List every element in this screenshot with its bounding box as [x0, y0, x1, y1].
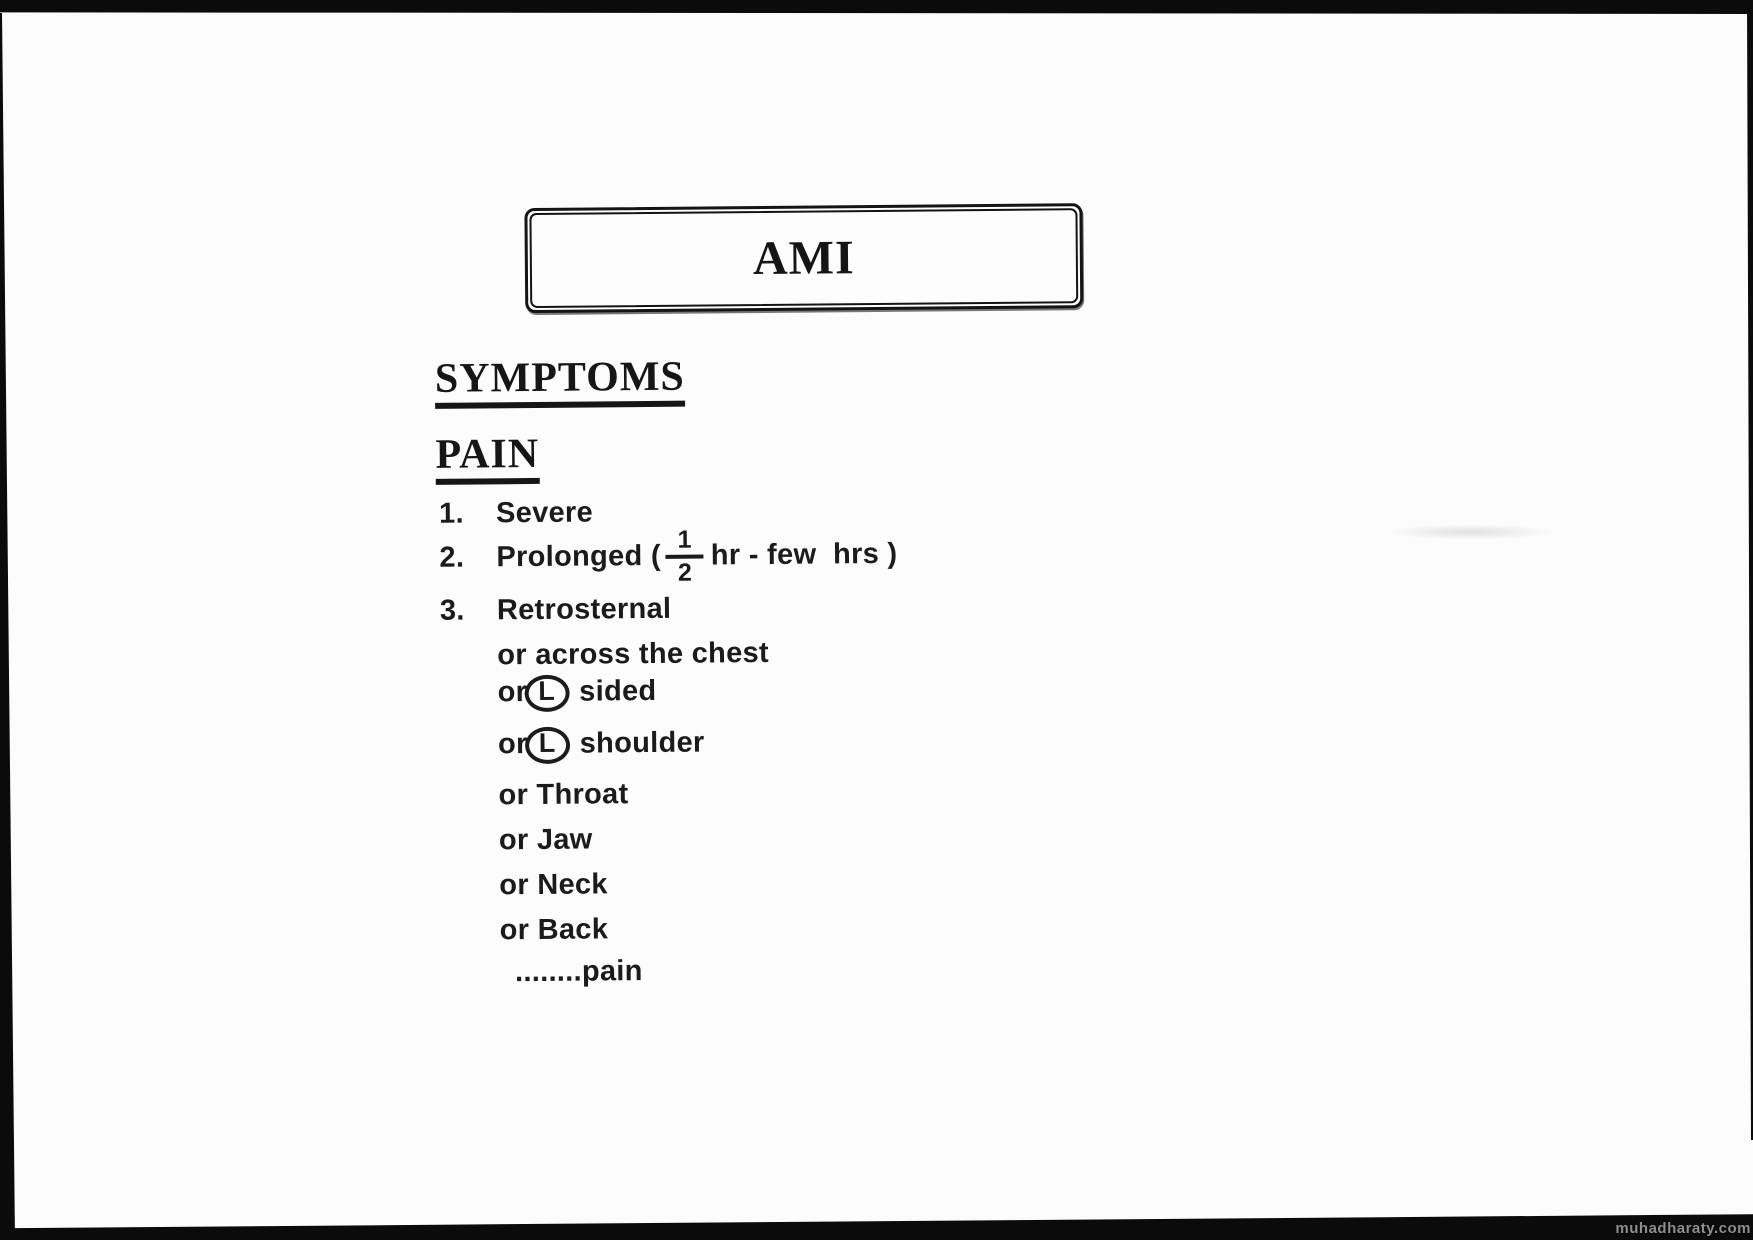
- sub-item-left-shoulder: [498, 722, 705, 768]
- item-number: 1.: [438, 497, 464, 530]
- sub-item-post: sided: [579, 675, 657, 708]
- title-box-inner-border: [529, 208, 1078, 308]
- slide-title: AMI: [752, 231, 855, 286]
- item-text-pre: Prolonged (: [496, 540, 661, 574]
- item-number: 2.: [439, 541, 465, 575]
- item-text: Retrosternal: [496, 592, 672, 627]
- sub-item-back: or Back: [499, 913, 609, 947]
- fraction-one-half: [666, 525, 705, 587]
- list-item-prolonged: [439, 524, 898, 590]
- sub-item-pain-ellipsis: ........pain: [514, 955, 643, 989]
- fraction-denominator: 2: [677, 558, 693, 587]
- pain-heading: PAIN: [435, 432, 539, 485]
- sub-item-jaw: or Jaw: [498, 823, 593, 857]
- fraction-numerator: 1: [677, 525, 692, 554]
- sub-item-neck: or Neck: [499, 868, 608, 902]
- item-text: Severe: [495, 496, 594, 530]
- sub-item-throat: or Throat: [498, 778, 629, 812]
- item-text-post: hr - few hrs ): [710, 538, 898, 572]
- sub-item-post: shoulder: [579, 726, 705, 760]
- sub-item-across-chest: or across the chest: [497, 636, 770, 672]
- list-item-retrosternal: [440, 593, 672, 628]
- sub-item-pre: or: [497, 676, 528, 709]
- watermark: muhadharaty.com: [1615, 1220, 1751, 1237]
- circled-letter-l: L: [525, 726, 570, 763]
- title-box: [524, 203, 1083, 313]
- item-number: 3.: [439, 594, 465, 627]
- symptoms-heading: SYMPTOMS: [435, 355, 685, 409]
- sub-item-pre: or: [497, 728, 528, 761]
- sub-item-left-sided: [497, 670, 656, 715]
- circled-letter-l: L: [524, 674, 569, 711]
